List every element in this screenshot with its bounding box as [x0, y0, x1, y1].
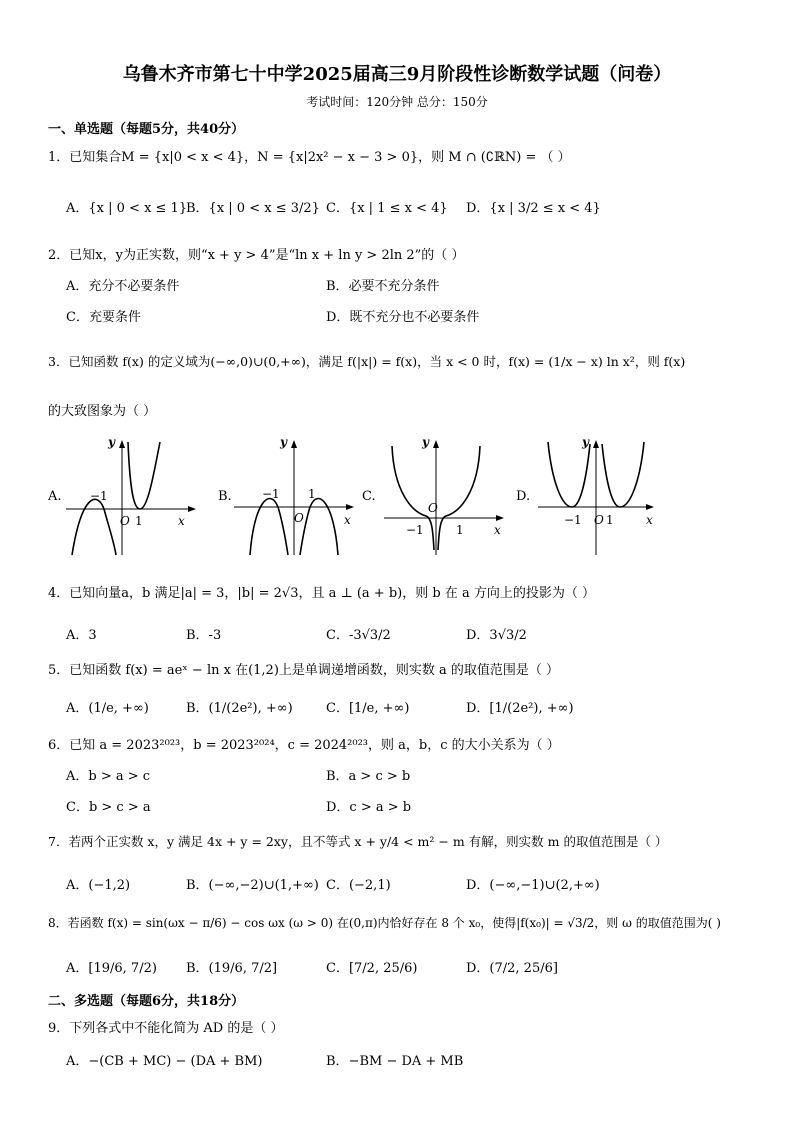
- graph-b-y-label: y: [280, 435, 287, 449]
- graph-a-y-label: y: [108, 435, 115, 449]
- question-3-option-a: A.: [48, 489, 62, 504]
- graph-c-one-label: 1: [456, 523, 464, 537]
- question-6-option-b: B．a > c > b: [326, 769, 411, 784]
- graph-d-one-label: 1: [606, 513, 614, 527]
- question-4-option-c: C．-3√3/2: [326, 628, 391, 643]
- question-2-stem: 2．已知x，y为正实数，则“x + y > 4”是“ln x + ln y > 2ln 2”的（ ）: [48, 248, 465, 263]
- graph-option-d: [536, 432, 666, 557]
- graph-a-one-label: 1: [135, 514, 143, 528]
- question-2-option-c: C．充要条件: [66, 310, 141, 325]
- question-5-option-b: B．(1/(2e²), +∞): [186, 701, 293, 716]
- question-7-option-c: C．(−2,1): [326, 878, 391, 893]
- question-8-option-d: D．(7/2, 25/6]: [466, 961, 558, 976]
- graph-a-x-label: x: [178, 514, 185, 528]
- graph-c-x-label: x: [494, 523, 501, 537]
- question-9-option-b: B．−BM − DA + MB: [326, 1054, 464, 1069]
- graph-option-a: [64, 432, 204, 557]
- question-9-stem: 9．下列各式中不能化简为 AD 的是（ ）: [48, 1021, 284, 1036]
- question-8-option-a: A．[19/6, 7/2): [66, 961, 157, 976]
- question-3-option-c: C.: [362, 489, 376, 504]
- graph-b-one-label: 1: [308, 487, 316, 501]
- question-4-stem: 4．已知向量a，b 满足|a| = 3，|b| = 2√3，且 a ⊥ (a + b)，则 b 在 a 方向上的投影为（ ）: [48, 586, 595, 601]
- graph-b-origin-label: O: [294, 511, 304, 525]
- graph-option-c: [382, 432, 512, 557]
- question-3-option-d: D.: [516, 489, 531, 504]
- graph-b-x-label: x: [344, 513, 351, 527]
- graph-d-origin-label: O: [594, 513, 604, 527]
- question-8-option-b: B．(19/6, 7/2]: [186, 961, 278, 976]
- graph-c-y-label: y: [422, 435, 429, 449]
- question-4-option-b: B．-3: [186, 628, 222, 643]
- question-5-option-c: C．[1/e, +∞): [326, 701, 410, 716]
- question-2-option-d: D．既不充分也不必要条件: [326, 310, 480, 325]
- question-7-option-b: B．(−∞,−2)∪(1,+∞): [186, 878, 319, 893]
- graph-a-minus-one-label: −1: [90, 489, 108, 503]
- question-1-option-b: B．{x | 0 < x ≤ 3/2}: [186, 201, 320, 216]
- graph-b-minus-one-label: −1: [262, 487, 280, 501]
- question-7-option-d: D．(−∞,−1)∪(2,+∞): [466, 878, 600, 893]
- question-6-option-d: D．c > a > b: [326, 800, 412, 815]
- graph-d-x-label: x: [646, 513, 653, 527]
- question-2-option-b: B．必要不充分条件: [326, 279, 440, 294]
- question-7-stem: 7．若两个正实数 x，y 满足 4x + y = 2xy，且不等式 x + y/4 < m² − m 有解，则实数 m 的取值范围是（ ）: [48, 834, 668, 849]
- graph-option-b: [232, 432, 362, 557]
- question-1-option-a: A．{x | 0 < x ≤ 1}: [66, 201, 188, 216]
- question-5-option-a: A．(1/e, +∞): [66, 701, 149, 716]
- exam-info: 考试时间：120分钟 总分：150分: [306, 95, 488, 109]
- question-8-option-c: C．[7/2, 25/6): [326, 961, 418, 976]
- question-9-option-a: A．−(CB + MC) − (DA + BM): [66, 1054, 263, 1069]
- question-1-option-d: D．{x | 3/2 ≤ x < 4}: [466, 201, 601, 216]
- question-5-stem: 5．已知函数 f(x) = aeˣ − ln x 在(1,2)上是单调递增函数，则实数 a 的取值范围是（ ）: [48, 663, 560, 678]
- question-3-stem-line2: 的大致图象为（ ）: [48, 404, 157, 419]
- question-6-option-c: C．b > c > a: [66, 800, 151, 815]
- question-6-stem: 6．已知 a = 2023²⁰²³，b = 2023²⁰²⁴，c = 2024²⁰²³，则 a，b，c 的大小关系为（ ）: [48, 738, 560, 753]
- question-2-option-a: A．充分不必要条件: [66, 279, 180, 294]
- question-3-stem-line1: 3．已知函数 f(x) 的定义域为(−∞,0)∪(0,+∞)，满足 f(|x|) = f(x)，当 x < 0 时，f(x) = (1/x − x) ln x²，则 f(x): [48, 354, 686, 369]
- question-6-option-a: A．b > a > c: [66, 769, 151, 784]
- section-heading-single-choice: 一、单选题（每题5分，共40分）: [48, 122, 245, 137]
- question-1-option-c: C．{x | 1 ≤ x < 4}: [326, 201, 448, 216]
- question-8-stem: 8．若函数 f(x) = sin(ωx − π/6) − cos ωx (ω > 0) 在(0,π)内恰好存在 8 个 x₀，使得|f(x₀)| = √3/2，则 ω 的取值范围为( ): [48, 916, 721, 930]
- graph-c-minus-one-label: −1: [406, 523, 424, 537]
- question-7-option-a: A．(−1,2): [66, 878, 131, 893]
- question-5-option-d: D．[1/(2e²), +∞): [466, 701, 574, 716]
- question-3-option-b: B.: [218, 489, 232, 504]
- question-4-option-a: A．3: [66, 628, 97, 643]
- graph-d-minus-one-label: −1: [564, 513, 582, 527]
- graph-d-y-label: y: [582, 435, 589, 449]
- question-1-stem: 1．已知集合M = {x|0 < x < 4}，N = {x|2x² − x − 3 > 0}，则 M ∩ (∁ℝN) = （ ）: [48, 150, 571, 165]
- graph-a-origin-label: O: [120, 514, 130, 528]
- page-title: 乌鲁木齐市第七十中学2025届高三9月阶段性诊断数学试题（问卷）: [122, 64, 672, 85]
- question-4-option-d: D．3√3/2: [466, 628, 527, 643]
- section-heading-multi-choice: 二、多选题（每题6分，共18分）: [48, 994, 245, 1009]
- graph-c-origin-label: O: [428, 501, 438, 515]
